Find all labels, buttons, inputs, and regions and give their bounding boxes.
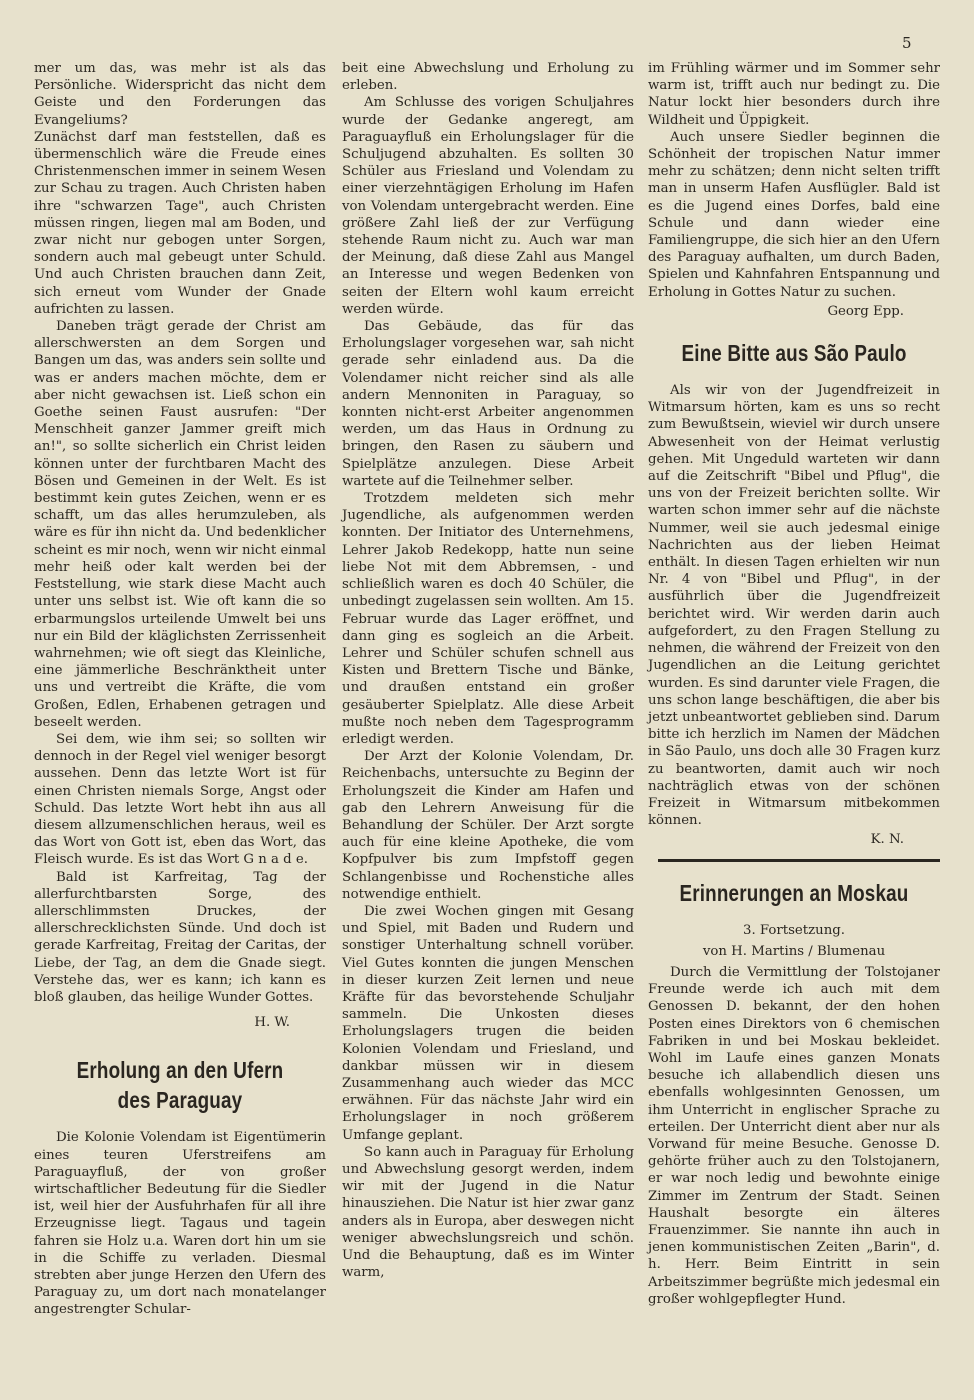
- column-1: [34, 60, 326, 1319]
- divider-rule: [658, 859, 940, 862]
- paragraph: Sei dem, wie ihm sei; so sollten wir dennoch in der Regel viel weniger besorgt aussehen. Denn das letzte Wort ist für einen Christen niemals Sorge, Angst oder Schuld. Das letzte Wort hebt ihn aus all diesem allzumenschlichen heraus, weil es das Wort von Gott ist, eben das Wort, das Fleisch wurde. Es ist das Wort G n a d e.: [34, 731, 326, 868]
- signature: H. W.: [254, 1015, 290, 1031]
- paragraph: Zunächst darf man feststellen, daß es übermenschlich wäre die Freude eines Christenmenschen immer in seinem Wesen zur Schau zu tragen. Auch Christen haben ihre "schwarzen Tage", auch Christen müssen ringen, liegen mal am Boden, und zwar nicht nur gebogen unter Sorgen, sondern auch mal gebeugt unter Schuld. Und auch Christen brauchen dann Zeit, sich erneut vom Wunder der Gnade aufrichten zu lassen.: [34, 129, 326, 317]
- article-heading: Erholung an den Ufern des Paraguay: [76, 1057, 284, 1114]
- paragraph: Am Schlusse des vorigen Schuljahres wurde der Gedanke angeregt, am Paraguayfluß ein Erholungslager für die Schuljugend abzuhalten. Es sollten 30 Schüler aus Friesland und Volendam zu einer vierzehntägigen Erholung im Hafen von Volendam untergebracht werden. Eine größere Zahl ließ der zur Verfügung stehende Raum nicht zu. Auch war man der Meinung, daß diese Zahl aus Mangel an Interesse und wegen Bedenken von seiten der Eltern wohl kaum erreicht werden würde.: [342, 95, 634, 317]
- paragraph: im Frühling wärmer und im Sommer sehr warm ist, trifft auch nur bedingt zu. Die Natur lockt hier besonders durch ihre Wildheit und Üppigkeit.: [648, 61, 940, 128]
- paragraph: Als wir von der Jugendfreizeit in Witmarsum hörten, kam es uns so recht zum Bewußtsein, wieviel wir durch unsere Abwesenheit von der Heimat verlustig gehen. Mit Ungeduld warteten wir dann auf die Zeitschrift "Bibel und Pflug", die uns von der Freizeit berichten sollte. Wir warten schon immer sehr auf die nächste Nummer, weil sie auch jedesmal einige Nachrichten aus der lieben Heimat enthält. In diesen Tagen erhielten wir nun Nr. 4 von "Bibel und Pflug", in der ausführlich über die Jugendfreizeit berichtet wird. Wir werden darin auch aufgefordert, zu den Fragen Stellung zu nehmen, die während der Freizeit von den Jugendlichen an die Leitung gerichtet wurden. Es sind darunter viele Fragen, die uns schon lange beschäftigen, die aber bis jetzt unbeantwortet geblieben sind. Darum bitte ich herzlich im Namen der Mädchen in São Paulo, uns doch alle 30 Fragen kurz zu beantworten, damit auch wir noch nachträglich etwas von der schönen Freizeit in Witmarsum mitbekommen können.: [648, 383, 940, 829]
- paragraph: Der Arzt der Kolonie Volendam, Dr. Reichenbachs, untersuchte zu Beginn der Erholungszeit die Kinder am Hafen und gab den Lehrern Anweisung für die Behandlung der Schüler. Der Arzt sorgte auch für eine kleine Apotheke, die vom Kopfpulver bis zum Impfstoff gegen Schlangenbisse und Rochenstiche alles notwendige enthielt.: [342, 749, 634, 902]
- signature: K. N.: [870, 832, 904, 848]
- paragraph: Trotzdem meldeten sich mehr Jugendliche, als aufgenommen werden konnten. Der Initiator des Unternehmens, Lehrer Jakob Redekopp, hatte nun seine liebe Not mit dem Abbremsen, - und schließlich waren es doch 40 Schüler, die unbedingt zugelassen sein wollten. Am 15. Februar wurde das Lager eröffnet, und dann ging es sogleich an die Arbeit. Lehrer und Schüler schufen schnell aus Kisten und Brettern Tische und Bänke, und draußen entstand ein großer gesäuberter Spielplatz. Alle diese Arbeit mußte noch neben dem Tagesprogramm erledigt werden.: [342, 491, 634, 747]
- article-heading: Eine Bitte aus São Paulo: [681, 340, 907, 367]
- paragraph: Die Kolonie Volendam ist Eigentümerin eines teuren Uferstreifens am Paraguayfluß, der von großer wirtschaftlicher Bedeutung für die Siedler ist, weil hier der Ausfuhrhafen für all ihre Erzeugnisse liegt. Tagaus und tagein fahren sie Holz u.a. Waren dort hin um sie in die Schiffe zu verladen. Diesmal strebten aber junge Herzen den Ufern des Paraguay zu, um dort nach monatelanger angestrengter Schular-: [34, 1130, 326, 1318]
- article-heading: Erinnerungen an Moskau: [679, 879, 909, 906]
- signature: Georg Epp.: [827, 303, 904, 319]
- paragraph: Durch die Vermittlung der Tolstojaner Freunde werde ich auch mit dem Genossen D. bekannt, der den hohen Posten eines Direktors von 6 chemischen Fabriken in und bei Moskau bekleidet. Wohl im Laufe eines ganzen Monats besuche ich allabendlich diesen uns ebenfalls wohlgesinnten Genossen, um ihm Unterricht in englischer Sprache zu erteilen. Der Unterricht dient aber nur als Vorwand für meine Besuche. Genosse D. gehörte früher auch zu den Tolstojanern, er war noch ledig und bewohnte einige Zimmer im Zentrum der Stadt. Seinen Haushalt besorgte ein älteres Frauenzimmer. Sie nannte ihn auch in jenen kommunistischen Zeiten „Barin", d. h. Herr. Beim Eintritt in sein Arbeitszimmer begrüßte mich jedesmal ein großer wohlgepflegter Hund.: [648, 964, 940, 1307]
- byline: von H. Martins / Blumenau: [702, 943, 886, 959]
- page-number: 5: [902, 34, 912, 52]
- paragraph: Bald ist Karfreitag, Tag der allerfurchtbarsten Sorge, des allerschlimmsten Druckes, der allerschrecklichsten Sünde. Und doch ist gerade Karfreitag, Freitag der Caritas, der Liebe, der Tag, an dem die Gnade siegt. Verstehe das, wer es kann; ich kann es bloß glauben, das heilige Wunder Gottes.: [34, 869, 326, 1005]
- paragraph: Daneben trägt gerade der Christ am allerschwersten an dem Sorgen und Bangen um das, was anders sein sollte und was er anders machen möchte, dem er aber nicht gewachsen ist. Ließ schon ein Goethe seinen Faust ausrufen: "Der Menschheit ganzer Jammer greift mich an!", so sollte sicherlich ein Christ leiden können unter der furchtbaren Macht des Bösen und Gemeinen in der Welt. Es ist bestimmt kein gutes Zeichen, wenn er es schafft, um das alles herumzuleben, als wäre es für ihn nicht da. Und bedenklicher scheint es mir noch, wenn wir nicht einmal mehr heiß oder kalt werden bei der Feststellung, wie stark diese Macht auch unter uns selbst ist. Wie oft kann die so erbarmungslos urteilende Umwelt bei uns nur ein Bild der kläglichsten Zerrissenheit wahrnehmen; wie oft siegt das Kleinliche, eine jämmerliche Beschränktheit unter uns und vertreibt die Kräfte, die vom Großen, Edlen, Erhabenen getragen und beseelt werden.: [34, 319, 326, 730]
- column-2: [342, 60, 634, 1281]
- subheading: 3. Fortsetzung.: [742, 922, 846, 938]
- paragraph: Auch unsere Siedler beginnen die Schönheit der tropischen Natur immer mehr zu schätzen; denn nicht selten trifft man in unserm Hafen Ausflügler. Bald ist es die Jugend eines Dorfes, bald eine Schule und dann wieder eine Familiengruppe, die sich hier an den Ufern des Paraguay aufhalten, um durch Baden, Spielen und Kahnfahren Entspannung und Erholung in Gottes Natur zu suchen.: [648, 129, 940, 300]
- paragraph: So kann auch in Paraguay für Erholung und Abwechslung gesorgt werden, indem wir mit der Jugend in die Natur hinausziehen. Die Natur ist hier zwar ganz anders als in Europa, aber deswegen nicht weniger abwechslungsreich und schön. Und die Behauptung, daß es im Winter warm,: [342, 1144, 634, 1281]
- paragraph: mer um das, was mehr ist als das Persönliche. Widerspricht das nicht dem Geiste und den Forderungen das Evangeliums?: [34, 61, 326, 128]
- column-3: [648, 60, 940, 1308]
- paragraph: Die zwei Wochen gingen mit Gesang und Spiel, mit Baden und Rudern und sonstiger Unterhaltung schnell vorüber. Viel Gutes konnten die jungen Menschen in dieser kurzen Zeit lernen und neue Kräfte für das bevorstehende Schuljahr sammeln. Die Unkosten dieses Erholungslagers trugen die beiden Kolonien Volendam und Friesland, und dankbar müssen wir in diesem Zusammenhang auch wieder das MCC erwähnen. Für das nächste Jahr wird ein Erholungslager in noch größerem Umfange geplant.: [342, 903, 634, 1143]
- paragraph: beit eine Abwechslung und Erholung zu erleben.: [342, 61, 634, 94]
- paragraph: Das Gebäude, das für das Erholungslager vorgesehen war, sah nicht gerade sehr einladend aus. Da die Volendamer nicht reicher sind als alle andern Mennoniten in Paraguay, so konnten nicht-erst Arbeiter angenommen werden, um das Haus in Ordnung zu bringen, den Rasen zu säubern und Spielplätze anzulegen. Diese Arbeit wartete auf die Teilnehmer selber.: [342, 319, 634, 489]
